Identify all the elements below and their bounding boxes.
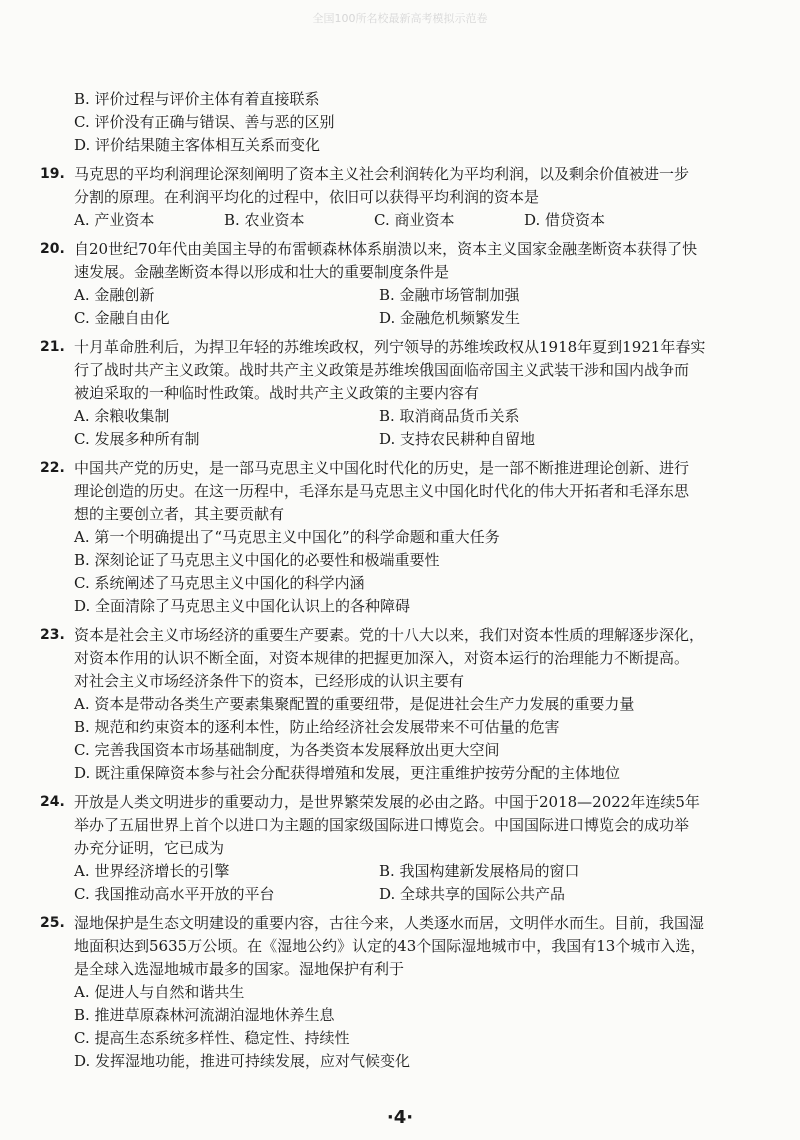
q24-number: 24. [40, 794, 65, 810]
q22-number: 22. [40, 460, 65, 476]
q25-option-c: C. 提高生态系统多样性、稳定性、持续性 [74, 1029, 350, 1047]
q24-option-a: A. 世界经济增长的引擎 [74, 862, 230, 880]
q23-stem-line-2: 对资本作用的认识不断全面，对资本规律的把握更加深入，对资本运行的治理能力不断提高。 [74, 649, 690, 667]
q25-number: 25. [40, 915, 65, 931]
q22-stem-line-3: 想的主要创立者，其主要贡献有 [74, 505, 285, 523]
q23-option-b: B. 规范和约束资本的逐利本性，防止给经济社会发展带来不可估量的危害 [74, 718, 560, 736]
q21-option-d: D. 支持农民耕种自留地 [379, 430, 536, 448]
q24-option-d: D. 全球共享的国际公共产品 [379, 885, 566, 903]
q20-option-b: B. 金融市场管制加强 [379, 286, 520, 304]
q25-stem-line-1: 25. 湿地保护是生态文明建设的重要内容，古往今来，人类逐水而居，文明伴水而生。目前，我国湿 [40, 912, 760, 935]
q19-option-b: B. 农业资本 [224, 211, 305, 229]
q19-option-d: D. 借贷资本 [524, 211, 606, 229]
q25-stem-line-2: 地面积达到5635万公顷。在《湿地公约》认定的43个国际湿地城市中，我国有13个城市入选， [74, 937, 706, 955]
q19-options [40, 209, 760, 232]
q22-stem-line-2: 理论创造的历史。在这一历程中，毛泽东是马克思主义中国化时代化的伟大开拓者和毛泽东思 [74, 482, 690, 500]
q20-option-a: A. 金融创新 [74, 286, 155, 304]
q23-option-c: C. 完善我国资本市场基础制度，为各类资本发展释放出更大空间 [74, 741, 500, 759]
q19-option-a: A. 产业资本 [74, 211, 155, 229]
page-number: ·4· [386, 1107, 414, 1128]
q20-stem-line-2: 速发展。金融垄断资本得以形成和壮大的重要制度条件是 [74, 263, 450, 281]
q24-stem-line-3: 办充分证明，它已成为 [74, 839, 225, 857]
q23-number: 23. [40, 627, 65, 643]
q25-option-a: A. 促进人与自然和谐共生 [74, 983, 245, 1001]
q24-options-row-2 [40, 883, 760, 906]
q21-stem-line-1: 21. 十月革命胜利后，为捍卫年轻的苏维埃政权，列宁领导的苏维埃政权从1918年夏到1921年春实 [40, 336, 760, 359]
q20-number: 20. [40, 241, 65, 257]
q21-options-row-1 [40, 405, 760, 428]
q20-option-d: D. 金融危机频繁发生 [379, 309, 521, 327]
q18-option-b: B. 评价过程与评价主体有着直接联系 [74, 90, 320, 108]
q22-option-a: A. 第一个明确提出了“马克思主义中国化”的科学命题和重大任务 [74, 528, 500, 546]
q20-options-row-1 [40, 284, 760, 307]
q19-number: 19. [40, 166, 65, 182]
q24-stem-line-2: 举办了五届世界上首个以进口为主题的国家级国际进口博览会。中国国际进口博览会的成功举 [74, 816, 690, 834]
exam-page [40, 88, 760, 1073]
q20-options-row-2 [40, 307, 760, 330]
header-watermark: 全国100所名校最新高考模拟示范卷 [312, 12, 488, 25]
q21-stem-line-3: 被迫采取的一种临时性政策。战时共产主义政策的主要内容有 [74, 384, 480, 402]
q25-option-b: B. 推进草原森林河流湖泊湿地休养生息 [74, 1006, 335, 1024]
q25-option-d: D. 发挥湿地功能，推进可持续发展，应对气候变化 [74, 1052, 411, 1070]
q23-option-d: D. 既注重保障资本参与社会分配获得增殖和发展，更注重维护按劳分配的主体地位 [74, 764, 621, 782]
q18-option-c: C. 评价没有正确与错误、善与恶的区别 [74, 113, 335, 131]
q21-option-a: A. 余粮收集制 [74, 407, 170, 425]
q25-stem-line-3: 是全球入选湿地城市最多的国家。湿地保护有利于 [74, 960, 405, 978]
q18-option-d: D. 评价结果随主客体相互关系而变化 [74, 136, 321, 154]
q19-stem-line-1: 19. 马克思的平均利润理论深刻阐明了资本主义社会利润转化为平均利润，以及剩余价值被进一步 [40, 163, 760, 186]
q21-number: 21. [40, 339, 65, 355]
q21-option-c: C. 发展多种所有制 [74, 430, 200, 448]
q21-stem-line-2: 行了战时共产主义政策。战时共产主义政策是苏维埃俄国面临帝国主义武装干涉和国内战争而 [74, 361, 690, 379]
q24-options-row-1 [40, 860, 760, 883]
q20-option-c: C. 金融自由化 [74, 309, 170, 327]
q20-stem-line-1: 20. 自20世纪70年代由美国主导的布雷顿森林体系崩溃以来，资本主义国家金融垄断资本获得了快 [40, 238, 760, 261]
q21-option-b: B. 取消商品货币关系 [379, 407, 520, 425]
q23-option-a: A. 资本是带动各类生产要素集聚配置的重要纽带，是促进社会生产力发展的重要力量 [74, 695, 635, 713]
q23-stem-line-1: 23. 资本是社会主义市场经济的重要生产要素。党的十八大以来，我们对资本性质的理解逐步深化， [40, 624, 760, 647]
q22-stem-line-1: 22. 中国共产党的历史，是一部马克思主义中国化时代化的历史，是一部不断推进理论创新、进行 [40, 457, 760, 480]
q22-option-d: D. 全面清除了马克思主义中国化认识上的各种障碍 [74, 597, 411, 615]
q23-stem-line-3: 对社会主义市场经济条件下的资本，已经形成的认识主要有 [74, 672, 465, 690]
q19-stem-line-2: 分割的原理。在利润平均化的过程中，依旧可以获得平均利润的资本是 [74, 188, 540, 206]
q22-option-c: C. 系统阐述了马克思主义中国化的科学内涵 [74, 574, 365, 592]
q24-stem-line-1: 24. 开放是人类文明进步的重要动力，是世界繁荣发展的必由之路。中国于2018—2022年连续5年 [40, 791, 760, 814]
q21-options-row-2 [40, 428, 760, 451]
q24-option-b: B. 我国构建新发展格局的窗口 [379, 862, 580, 880]
q24-option-c: C. 我国推动高水平开放的平台 [74, 885, 275, 903]
q19-option-c: C. 商业资本 [374, 211, 455, 229]
q22-option-b: B. 深刻论证了马克思主义中国化的必要性和极端重要性 [74, 551, 440, 569]
